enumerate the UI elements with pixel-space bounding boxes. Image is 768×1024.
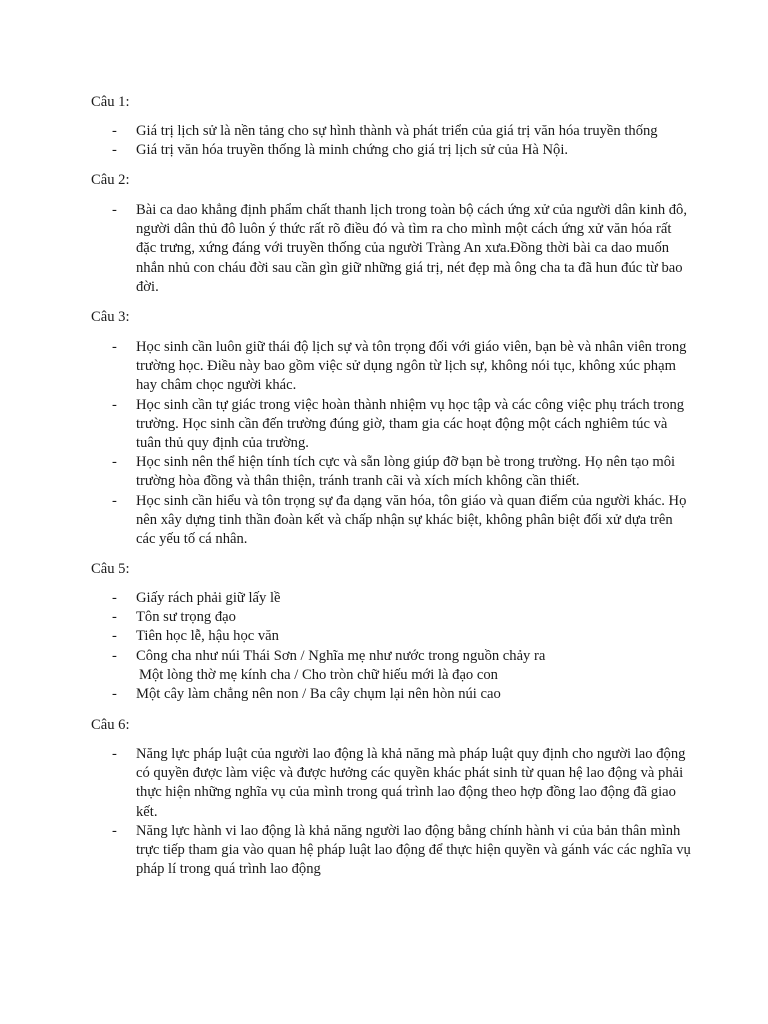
list-item-text: Học sinh cần luôn giữ thái độ lịch sự và tôn trọng đối với giáo viên, bạn bè và nhân viên trong trường học. Điều này bao gồm việc sử dụng ngôn từ lịch sự, không nói tục, không xúc phạm hay châm chọc người khác. (136, 339, 687, 394)
list-item (91, 141, 691, 160)
bullet-dash: - (112, 202, 117, 218)
section-list-cau-3 (91, 338, 691, 549)
list-item-text: Tiên học lễ, hậu học văn (136, 628, 279, 645)
bullet-dash: - (112, 686, 117, 703)
list-item-text: Học sinh nên thể hiện tính tích cực và sẵn lòng giúp đỡ bạn bè trong trường. Họ nên tạo môi trường hòa đồng và thân thiện, tránh tranh cãi và xích mích không cần thiết. (136, 454, 676, 490)
list-item (91, 396, 691, 454)
section-heading-cau-1: Câu 1: (91, 94, 130, 110)
section-list-cau-6 (91, 745, 691, 879)
list-item-text: Giá trị văn hóa truyền thống là minh chứng cho giá trị lịch sử của Hà Nội. (136, 142, 569, 159)
list-item-text: Giá trị lịch sử là nền tảng cho sự hình thành và phát triển của giá trị văn hóa truyền thống (136, 123, 658, 139)
list-item (91, 822, 691, 880)
section-heading-cau-2: Câu 2: (91, 172, 130, 188)
section-list-cau-1 (91, 122, 691, 160)
bullet-dash: - (112, 609, 117, 626)
list-item-text: Học sinh cần hiểu và tôn trọng sự đa dạng văn hóa, tôn giáo và quan điểm của người khác. Họ nên xây dựng tinh thần đoàn kết và chấp nhận sự khác biệt, không phân biệt đối xử dựa trên các yếu tố cá nhân. (136, 492, 687, 548)
bullet-dash: - (112, 822, 117, 839)
section-heading-cau-5: Câu 5: (91, 561, 130, 577)
bullet-dash: - (112, 746, 117, 762)
list-item-text: Năng lực hành vi lao động là khả năng người lao động bằng chính hành vi của bản thân mình trực tiếp tham gia vào quan hệ pháp luật lao động để thực hiện quyền và gánh vác các nghĩa vụ pháp lí trong quá trình lao động (136, 822, 691, 878)
list-item-text: Học sinh cần tự giác trong việc hoàn thành nhiệm vụ học tập và các công việc phụ trách trong trường. Học sinh cần đến trường đúng giờ, tham gia các hoạt động một cách nghiêm túc và tuân thủ quy định của trường. (136, 396, 685, 452)
list-item (91, 492, 691, 550)
list-item-text: Tôn sư trọng đạo (136, 609, 236, 626)
section-list-cau-2 (91, 201, 691, 297)
bullet-dash: - (112, 590, 117, 606)
list-item-text: Công cha như núi Thái Sơn / Nghĩa mẹ như nước trong nguồn chảy ra (136, 647, 546, 664)
list-item (91, 745, 691, 822)
bullet-dash: - (112, 628, 117, 645)
list-item-text: Năng lực pháp luật của người lao động là khả năng mà pháp luật quy định cho người lao động có quyền được làm việc và được hưởng các quyền khác phát sinh từ quan hệ lao động và phải thực hiện những nghĩa vụ của mình trong quá trình lao động theo hợp đồng lao động đã giao kết. (136, 746, 686, 820)
bullet-dash: - (112, 647, 117, 664)
section-list-cau-5 (91, 589, 691, 704)
list-item (91, 201, 691, 297)
list-item (91, 589, 691, 608)
bullet-dash: - (112, 454, 117, 471)
list-item (91, 608, 691, 627)
list-item (91, 647, 691, 685)
bullet-dash: - (112, 396, 117, 413)
list-item-text: Một cây làm chẳng nên non / Ba cây chụm lại nên hòn núi cao (136, 686, 501, 703)
section-heading-cau-3: Câu 3: (91, 309, 130, 325)
bullet-dash: - (112, 123, 117, 139)
list-item-continuation: Một lòng thờ mẹ kính cha / Cho tròn chữ hiếu mới là đạo con (139, 666, 498, 683)
list-item (91, 685, 691, 704)
list-item (91, 627, 691, 646)
section-heading-cau-6: Câu 6: (91, 717, 130, 733)
list-item-text: Giấy rách phải giữ lấy lề (136, 590, 281, 606)
list-item (91, 453, 691, 491)
list-item (91, 122, 691, 141)
bullet-dash: - (112, 142, 117, 159)
list-item (91, 338, 691, 396)
list-item-text: Bài ca dao khẳng định phẩm chất thanh lịch trong toàn bộ cách ứng xử của người dân kinh đô, người dân thủ đô luôn ý thức rất rõ điều đó và tìm ra cho mình một cách ứng xử văn hóa rất đặc trưng, xứng đáng với truyền thống của người Tràng An xưa.Đồng thời bài ca dao muốn nhắn nhủ con cháu đời sau cần gìn giữ những giá trị, nét đẹp mà ông cha ta đã hun đúc từ bao đời. (136, 202, 688, 295)
bullet-dash: - (112, 492, 117, 509)
bullet-dash: - (112, 339, 117, 355)
